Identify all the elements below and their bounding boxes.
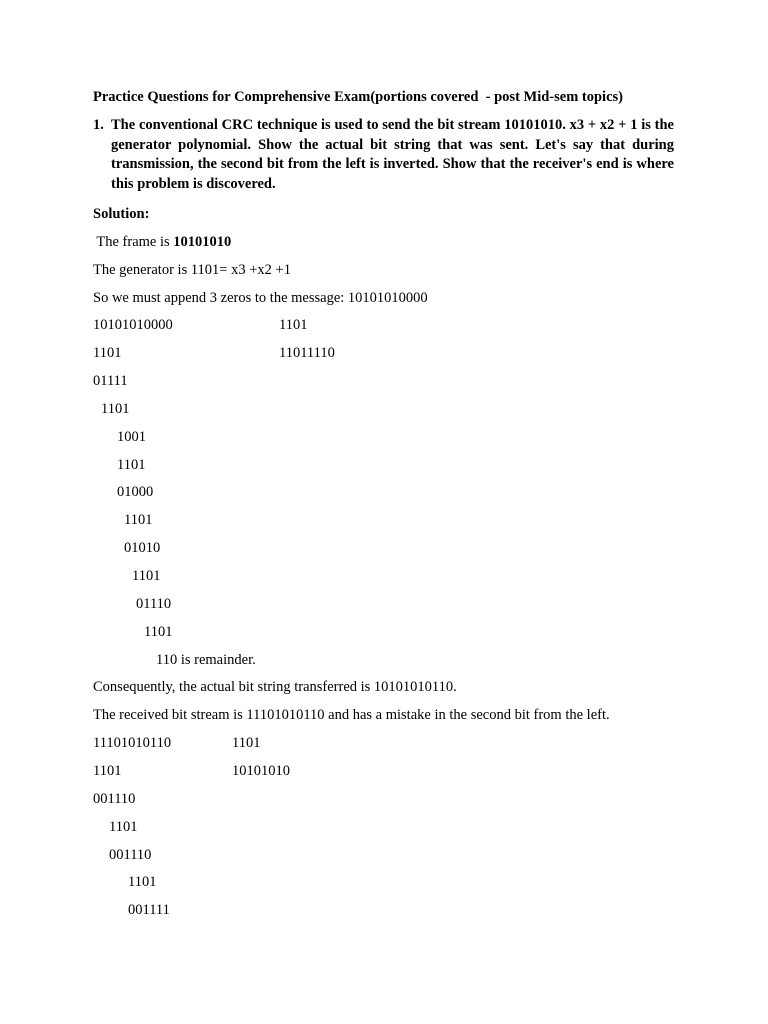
receiver-step: 1101 bbox=[93, 763, 122, 779]
sender-dividend: 10101010000 bbox=[93, 317, 173, 333]
receiver-dividend: 11101010110 bbox=[93, 735, 172, 751]
solution-heading: Solution: bbox=[93, 206, 150, 222]
generator-line: The generator is 1101= x3 +x2 +1 bbox=[93, 262, 291, 278]
sender-step: 1101 bbox=[144, 624, 173, 640]
sender-step: 1101 bbox=[124, 512, 153, 528]
receiver-divisor: 1101 bbox=[232, 735, 261, 751]
sender-step: 1001 bbox=[117, 429, 146, 445]
sender-step: 01110 bbox=[136, 596, 172, 612]
receiver-step: 1101 bbox=[128, 874, 157, 890]
frame-prefix: The frame is bbox=[93, 234, 174, 250]
sender-step: 01010 bbox=[124, 540, 161, 556]
frame-line bbox=[93, 233, 231, 251]
sender-step: 01111 bbox=[93, 373, 128, 389]
page-title: Practice Questions for Comprehensive Exam(portions covered - post Mid-sem topics) bbox=[93, 89, 623, 105]
sender-step: 01000 bbox=[117, 484, 154, 500]
received-line: The received bit stream is 11101010110 and has a mistake in the second bit from the left. bbox=[93, 707, 610, 723]
frame-value: 10101010 bbox=[173, 234, 232, 250]
receiver-step: 001110 bbox=[93, 791, 136, 807]
receiver-step: 001111 bbox=[128, 902, 170, 918]
sender-step: 1101 bbox=[132, 568, 161, 584]
sender-remainder: 110 is remainder. bbox=[156, 652, 256, 668]
receiver-step: 1101 bbox=[109, 819, 138, 835]
sender-step: 1101 bbox=[117, 457, 146, 473]
question-text: The conventional CRC technique is used to send the bit stream 10101010. x3 + x2 + 1 is the generator polynomial. Show the actual bit string that was sent. Let's say that during transmission, the second bit from the left is inverted. Show that the receiver's end is where this problem is discovered. bbox=[111, 117, 674, 192]
question-number: 1. bbox=[93, 117, 104, 133]
result-line: Consequently, the actual bit string transferred is 10101010110. bbox=[93, 679, 457, 695]
sender-step: 1101 bbox=[93, 345, 122, 361]
sender-divisor: 1101 bbox=[279, 317, 308, 333]
receiver-quotient: 10101010 bbox=[232, 763, 290, 779]
sender-step: 1101 bbox=[101, 401, 130, 417]
append-line: So we must append 3 zeros to the message: 10101010000 bbox=[93, 290, 428, 306]
receiver-step: 001110 bbox=[109, 847, 152, 863]
sender-quotient: 11011110 bbox=[279, 345, 335, 361]
